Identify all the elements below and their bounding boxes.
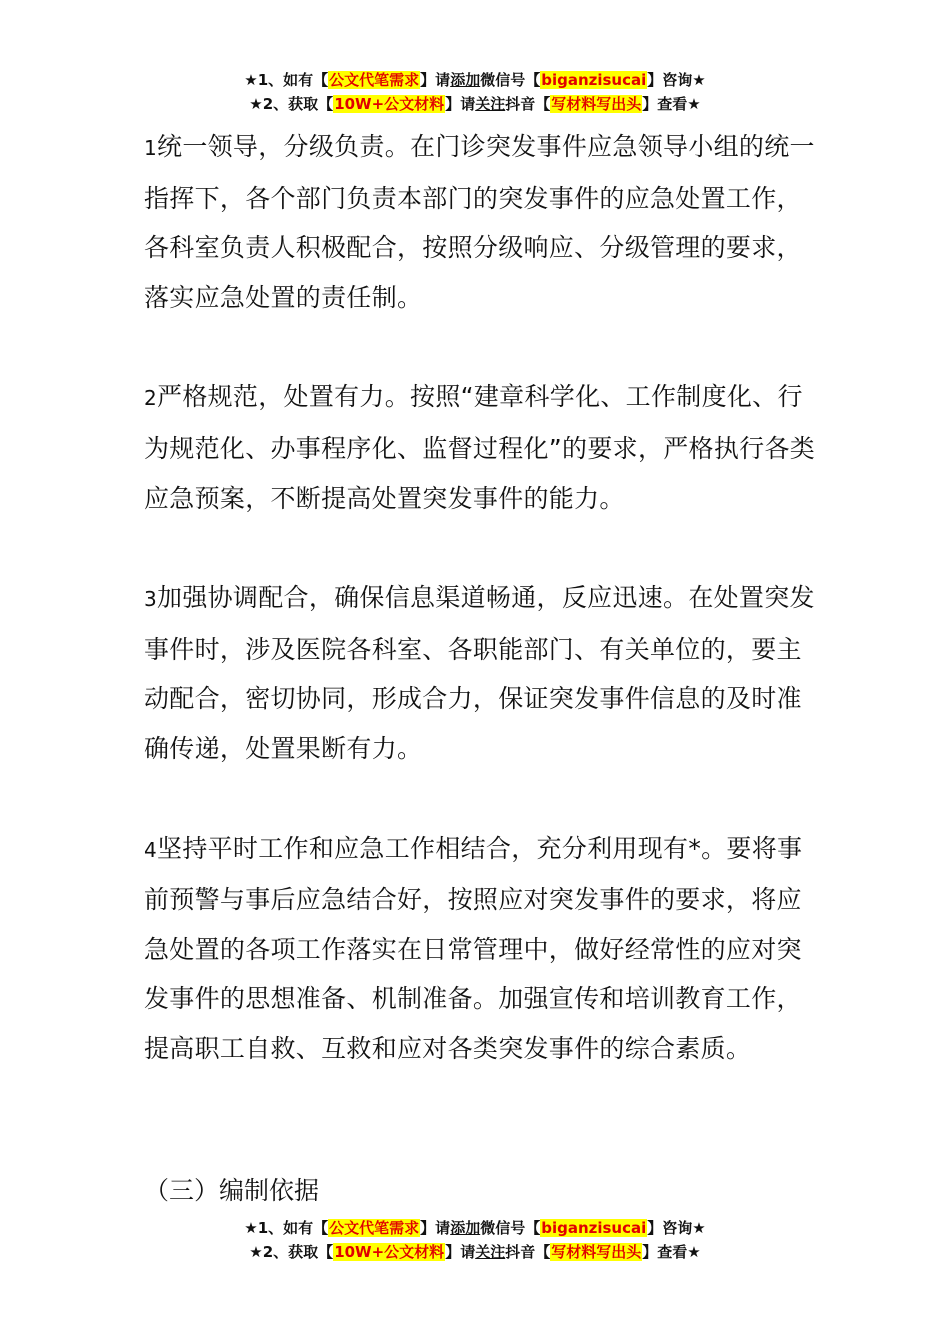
promo-line-2 xyxy=(0,92,950,116)
promo-line-1-mid: 】请 xyxy=(420,1219,451,1237)
promo-line-1-highlight-1: 公文代笔需求 xyxy=(329,1219,420,1237)
paragraph-number: 2 xyxy=(144,386,158,411)
paragraph-2 xyxy=(144,372,824,523)
promo-line-2-highlight-1: 10W+公文材料 xyxy=(334,1243,445,1261)
promo-line-1-mid-2: 微信号【 xyxy=(480,1219,541,1237)
promo-line-1-prefix: ★1、如有【 xyxy=(244,71,329,89)
promo-line-2-prefix: ★2、获取【 xyxy=(249,95,334,113)
paragraph-number: 3 xyxy=(144,587,158,612)
promo-line-2-emph: 关注 xyxy=(475,1243,506,1261)
paragraph-3 xyxy=(144,573,824,773)
promo-line-1-emph: 添加 xyxy=(450,1219,481,1237)
paragraph-4 xyxy=(144,824,824,1074)
paragraph-text: 坚持平时工作和应急工作相结合，充分利用现有*。要将事前预警与事后应急结合好，按照应对突发事件的要求，将应急处置的各项工作落实在日常管理中，做好经常性的应对突发事件的思想准备、机制准备。加强宣传和培训教育工作，提高职工自救、互救和应对各类突发事件的综合素质。 xyxy=(144,833,803,1063)
promo-line-1-suffix: 】咨询★ xyxy=(647,71,706,89)
promo-line-2-suffix: 】查看★ xyxy=(642,1243,701,1261)
promo-line-2-mid: 】请 xyxy=(445,95,476,113)
promo-line-1-highlight-2: biganzisucai xyxy=(541,71,647,89)
paragraph-text: 加强协调配合，确保信息渠道畅通，反应迅速。在处置突发事件时，涉及医院各科室、各职能部门、有关单位的，要主动配合，密切协同，形成合力，保证突发事件信息的及时准确传递，处置果断有力。 xyxy=(144,583,815,763)
promo-line-2 xyxy=(0,1240,950,1264)
paragraph-number: 1 xyxy=(144,136,158,160)
promo-line-1-mid-2: 微信号【 xyxy=(480,71,541,89)
promo-line-2-highlight-2: 写材料写出头 xyxy=(551,1243,642,1261)
promo-line-1-mid: 】请 xyxy=(420,71,451,89)
paragraph-text: 统一领导，分级负责。在门诊突发事件应急领导小组的统一指挥下，各个部门负责本部门的突发事件的应急处置工作，各科室负责人积极配合，按照分级响应、分级管理的要求，落实应急处置的责任制。 xyxy=(144,132,815,312)
promo-line-1-emph: 添加 xyxy=(450,71,481,89)
promo-line-2-prefix: ★2、获取【 xyxy=(249,1243,334,1261)
promo-line-2-highlight-2: 写材料写出头 xyxy=(551,95,642,113)
promo-line-2-mid-2: 抖音【 xyxy=(505,1243,551,1261)
promo-line-2-highlight-1: 10W+公文材料 xyxy=(334,95,445,113)
promo-line-1-highlight-2: biganzisucai xyxy=(541,1219,647,1237)
promo-line-2-emph: 关注 xyxy=(475,95,506,113)
promo-line-2-mid-2: 抖音【 xyxy=(505,95,551,113)
bottom-promo-banner xyxy=(0,1216,950,1264)
top-promo-banner xyxy=(0,68,950,116)
paragraph-number: 4 xyxy=(144,837,158,862)
paragraph-text: 严格规范，处置有力。按照“建章科学化、工作制度化、行为规范化、办事程序化、监督过程化”的要求，严格执行各类应急预案，不断提高处置突发事件的能力。 xyxy=(144,382,816,513)
promo-line-2-mid: 】请 xyxy=(445,1243,476,1261)
section-heading: （三）编制依据 xyxy=(144,1176,320,1205)
promo-line-1 xyxy=(0,1216,950,1240)
promo-line-1-highlight-1: 公文代笔需求 xyxy=(329,71,420,89)
promo-line-1 xyxy=(0,68,950,92)
document-body xyxy=(144,122,824,1124)
promo-line-1-suffix: 】咨询★ xyxy=(647,1219,706,1237)
promo-line-1-prefix: ★1、如有【 xyxy=(244,1219,329,1237)
paragraph-1 xyxy=(144,122,824,322)
promo-line-2-suffix: 】查看★ xyxy=(642,95,701,113)
